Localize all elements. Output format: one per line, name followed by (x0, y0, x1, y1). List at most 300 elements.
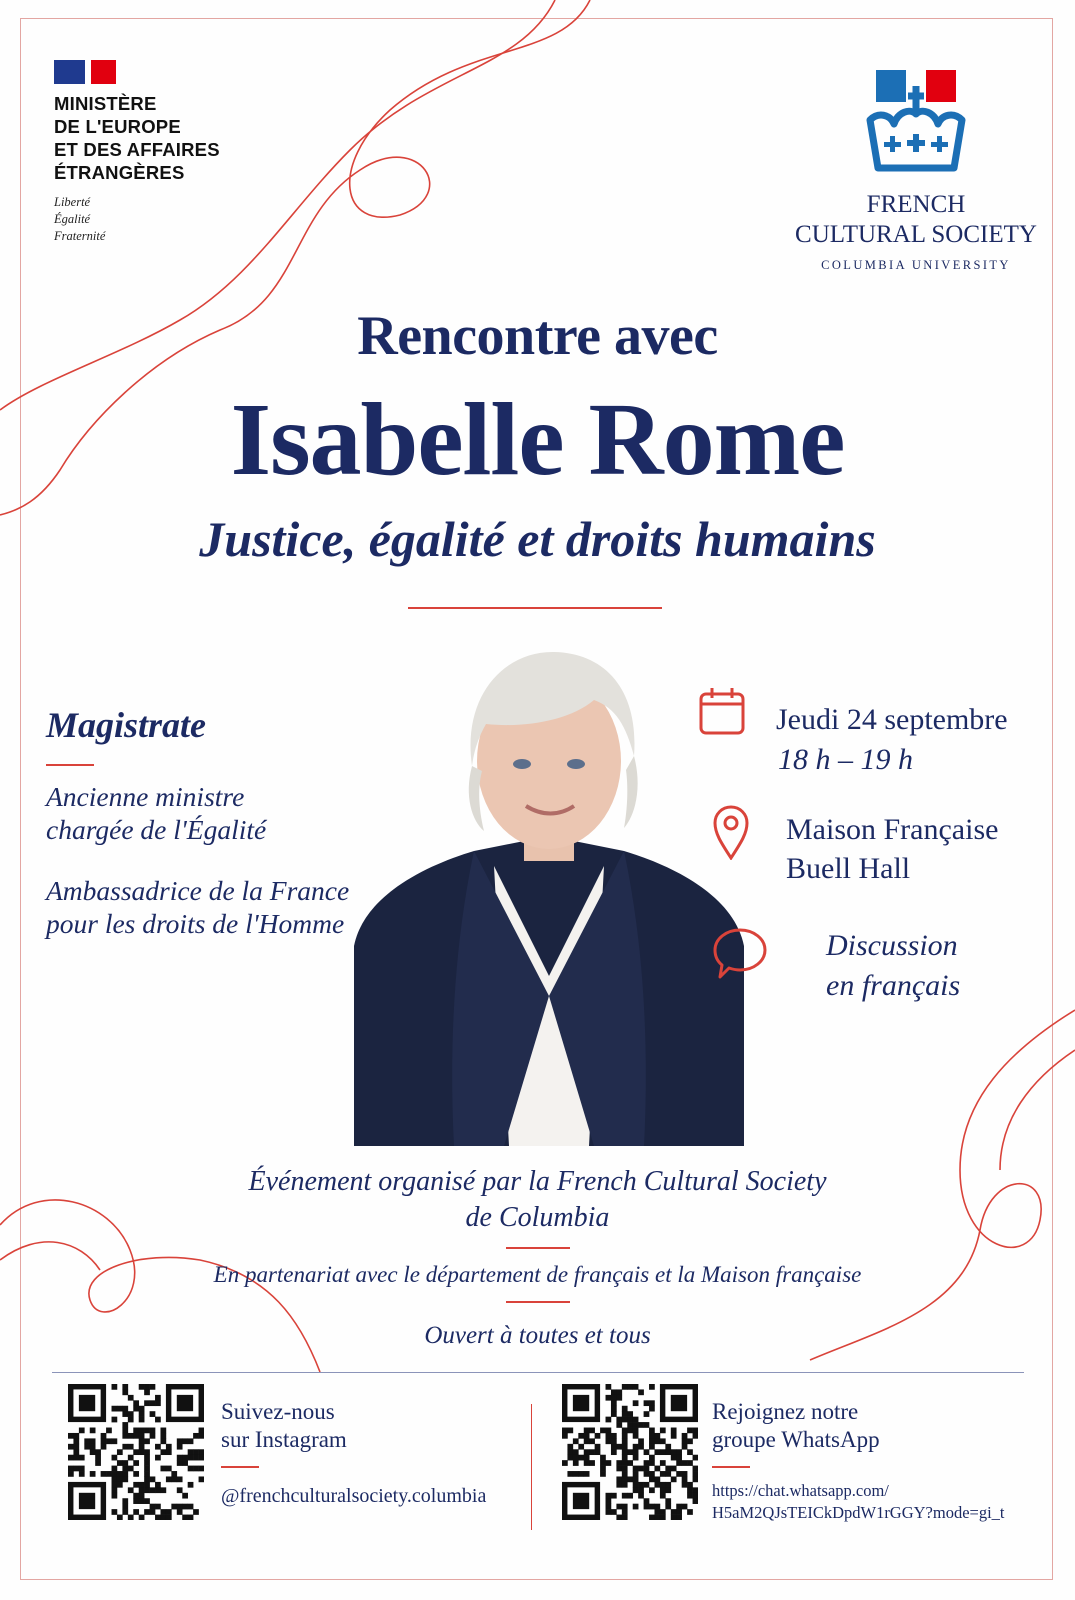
qr-module (616, 1504, 622, 1510)
qr-module (676, 1504, 682, 1510)
qr-module (627, 1422, 633, 1428)
qr-module (144, 1389, 150, 1395)
qr-module (182, 1504, 188, 1510)
qr-module (155, 1400, 161, 1406)
qr-module (155, 1515, 161, 1520)
qr-module (649, 1515, 655, 1520)
qr-module (622, 1504, 628, 1510)
qr-module (177, 1476, 183, 1482)
qr-module (682, 1444, 688, 1450)
qr-module (144, 1482, 150, 1488)
qr-module (112, 1471, 118, 1477)
qr-module (589, 1449, 595, 1455)
instagram-handle[interactable]: @frenchculturalsociety.columbia (221, 1485, 487, 1507)
qr-module (671, 1476, 677, 1482)
qr-module (627, 1417, 633, 1423)
flag-blue-stripe (54, 60, 85, 84)
qr-module (128, 1444, 134, 1450)
qr-finder-pattern (177, 1395, 193, 1411)
qr-module (644, 1411, 650, 1417)
qr-module (73, 1455, 79, 1461)
qr-module (160, 1433, 166, 1439)
french-cultural-society-logo (790, 68, 1042, 273)
qr-module (649, 1400, 655, 1406)
qr-module (665, 1449, 671, 1455)
qr-module (199, 1466, 204, 1472)
motto-line: Fraternité (54, 229, 106, 243)
qr-module (166, 1466, 172, 1472)
qr-module (584, 1460, 590, 1466)
qr-module (112, 1438, 118, 1444)
qr-module (133, 1406, 139, 1412)
qr-module (79, 1455, 85, 1461)
qr-module (654, 1433, 660, 1439)
partnership-line: En partenariat avec le département de français et la Maison française (213, 1262, 862, 1287)
qr-module (622, 1433, 628, 1439)
qr-module (193, 1455, 199, 1461)
qr-module (644, 1460, 650, 1466)
qr-module (627, 1384, 633, 1390)
qr-module (562, 1433, 568, 1439)
qr-module (671, 1428, 677, 1434)
qr-module (122, 1498, 128, 1504)
qr-module (644, 1466, 650, 1472)
qr-module (676, 1460, 682, 1466)
qr-module (193, 1509, 199, 1515)
qr-module (84, 1444, 90, 1450)
qr-module (79, 1428, 85, 1434)
qr-module (665, 1444, 671, 1450)
qr-module (112, 1466, 118, 1472)
qr-module (638, 1438, 644, 1444)
qr-module (160, 1438, 166, 1444)
qr-module (188, 1515, 194, 1520)
qr-module (133, 1428, 139, 1434)
qr-module (622, 1438, 628, 1444)
qr-module (682, 1482, 688, 1488)
qr-module (644, 1400, 650, 1406)
qr-module (654, 1509, 660, 1515)
footer-column-separator (531, 1404, 532, 1530)
event-hall: Buell Hall (786, 852, 911, 885)
qr-finder-pattern (573, 1493, 589, 1509)
qr-module (68, 1466, 74, 1472)
qr-module (649, 1504, 655, 1510)
qr-module (633, 1487, 639, 1493)
qr-module (649, 1433, 655, 1439)
qr-module (177, 1487, 183, 1493)
qr-module (112, 1455, 118, 1461)
qr-module (144, 1400, 150, 1406)
ministry-name-line: MINISTÈRE (54, 93, 157, 114)
qr-module (128, 1487, 134, 1493)
qr-module (649, 1428, 655, 1434)
qr-module (150, 1433, 156, 1439)
qr-module (122, 1466, 128, 1472)
instagram-qr-code[interactable] (68, 1384, 204, 1520)
qr-module (101, 1433, 107, 1439)
qr-module (128, 1455, 134, 1461)
bio-line: pour les droits de l'Homme (46, 908, 345, 939)
qr-module (573, 1460, 579, 1466)
qr-module (600, 1466, 606, 1472)
qr-module (589, 1438, 595, 1444)
qr-module (611, 1493, 617, 1499)
qr-module (578, 1455, 584, 1461)
bio-line: Ambassadrice de la France (46, 875, 350, 906)
qr-module (199, 1476, 204, 1482)
qr-module (654, 1476, 660, 1482)
qr-module (122, 1428, 128, 1434)
qr-module (112, 1406, 118, 1412)
qr-module (654, 1449, 660, 1455)
qr-module (177, 1504, 183, 1510)
qr-module (633, 1476, 639, 1482)
qr-module (567, 1444, 573, 1450)
qr-module (687, 1482, 693, 1488)
qr-module (638, 1466, 644, 1472)
whatsapp-url-line1[interactable]: https://chat.whatsapp.com/ (712, 1481, 889, 1500)
qr-module (606, 1504, 612, 1510)
qr-module (693, 1487, 698, 1493)
qr-module (79, 1466, 85, 1472)
qr-module (638, 1389, 644, 1395)
qr-module (606, 1395, 612, 1401)
qr-module (616, 1476, 622, 1482)
qr-module (687, 1449, 693, 1455)
qr-module (155, 1444, 161, 1450)
qr-module (155, 1487, 161, 1493)
qr-module (687, 1428, 693, 1434)
qr-module (567, 1471, 573, 1477)
qr-module (693, 1455, 698, 1461)
qr-module (584, 1433, 590, 1439)
qr-module (600, 1428, 606, 1434)
qr-module (693, 1466, 698, 1472)
ministry-name-line: DE L'EUROPE (54, 116, 181, 137)
qr-module (622, 1493, 628, 1499)
society-university: COLUMBIA UNIVERSITY (821, 258, 1011, 272)
qr-module (73, 1444, 79, 1450)
qr-module (611, 1406, 617, 1412)
qr-module (616, 1395, 622, 1401)
qr-module (622, 1509, 628, 1515)
qr-module (122, 1509, 128, 1515)
qr-module (682, 1460, 688, 1466)
qr-module (676, 1455, 682, 1461)
qr-module (562, 1428, 568, 1434)
partnership-divider (506, 1301, 570, 1303)
society-name-line1: FRENCH (866, 191, 966, 218)
qr-module (578, 1444, 584, 1450)
qr-module (584, 1428, 590, 1434)
qr-module (166, 1449, 172, 1455)
qr-module (106, 1428, 112, 1434)
qr-module (139, 1487, 145, 1493)
qr-module (144, 1498, 150, 1504)
qr-module (589, 1428, 595, 1434)
qr-module (117, 1515, 123, 1520)
qr-module (193, 1449, 199, 1455)
event-date: Jeudi 24 septembre (776, 703, 1008, 736)
qr-module (649, 1384, 655, 1390)
qr-module (644, 1449, 650, 1455)
qr-module (584, 1471, 590, 1477)
qr-module (117, 1476, 123, 1482)
qr-module (139, 1444, 145, 1450)
qr-module (682, 1433, 688, 1439)
qr-module (578, 1471, 584, 1477)
event-subtitle: Justice, égalité et droits humains (199, 511, 876, 567)
crown-icon (860, 68, 972, 184)
whatsapp-url-line2[interactable]: H5aM2QJsTEICkDpdW1rGGY?mode=gi_t (712, 1503, 1005, 1522)
republic-motto (54, 194, 294, 245)
qr-module (90, 1471, 96, 1477)
qr-module (665, 1504, 671, 1510)
qr-module (611, 1433, 617, 1439)
qr-module (693, 1471, 698, 1477)
ministry-logo (54, 60, 294, 245)
qr-module (595, 1444, 601, 1450)
qr-module (117, 1482, 123, 1488)
qr-module (649, 1476, 655, 1482)
qr-module (633, 1384, 639, 1390)
qr-module (133, 1493, 139, 1499)
open-to-all: Ouvert à toutes et tous (424, 1322, 651, 1349)
qr-module (622, 1406, 628, 1412)
qr-module (122, 1476, 128, 1482)
qr-module (611, 1389, 617, 1395)
qr-module (150, 1400, 156, 1406)
qr-module (693, 1493, 698, 1499)
qr-module (573, 1438, 579, 1444)
qr-module (671, 1455, 677, 1461)
instagram-divider (221, 1466, 259, 1468)
qr-module (117, 1406, 123, 1412)
qr-module (155, 1455, 161, 1461)
qr-module (144, 1384, 150, 1390)
qr-module (671, 1449, 677, 1455)
qr-module (633, 1482, 639, 1488)
qr-module (139, 1411, 145, 1417)
qr-module (649, 1471, 655, 1477)
qr-module (660, 1449, 666, 1455)
qr-module (144, 1476, 150, 1482)
organizer-line1: Événement organisé par la French Cultural Society (248, 1166, 827, 1197)
qr-module (139, 1498, 145, 1504)
qr-module (627, 1493, 633, 1499)
qr-module (660, 1428, 666, 1434)
qr-module (182, 1438, 188, 1444)
qr-module (122, 1444, 128, 1450)
qr-module (633, 1400, 639, 1406)
qr-module (133, 1433, 139, 1439)
role-divider (46, 764, 94, 766)
qr-module (139, 1433, 145, 1439)
qr-module (595, 1433, 601, 1439)
qr-module (160, 1509, 166, 1515)
qr-module (128, 1515, 134, 1520)
organizer-line2: de Columbia (465, 1202, 610, 1233)
qr-module (160, 1428, 166, 1434)
qr-module (101, 1471, 107, 1477)
whatsapp-qr-code[interactable] (562, 1384, 698, 1520)
qr-module (660, 1509, 666, 1515)
qr-module (133, 1449, 139, 1455)
qr-module (139, 1428, 145, 1434)
qr-module (660, 1515, 666, 1520)
qr-module (150, 1411, 156, 1417)
qr-module (139, 1515, 145, 1520)
qr-module (567, 1449, 573, 1455)
qr-module (654, 1482, 660, 1488)
qr-module (622, 1466, 628, 1472)
qr-module (133, 1482, 139, 1488)
qr-module (139, 1438, 145, 1444)
qr-module (166, 1509, 172, 1515)
qr-module (95, 1460, 101, 1466)
qr-module (676, 1509, 682, 1515)
qr-module (139, 1482, 145, 1488)
qr-module (128, 1433, 134, 1439)
qr-module (128, 1411, 134, 1417)
qr-module (155, 1417, 161, 1423)
qr-module (622, 1444, 628, 1450)
qr-module (199, 1428, 204, 1434)
qr-module (90, 1428, 96, 1434)
qr-module (150, 1428, 156, 1434)
qr-module (112, 1487, 118, 1493)
footer-divider (52, 1372, 1024, 1373)
qr-module (101, 1444, 107, 1450)
qr-module (606, 1498, 612, 1504)
speaker-portrait (354, 646, 744, 1146)
qr-module (573, 1455, 579, 1461)
qr-module (155, 1504, 161, 1510)
qr-module (644, 1422, 650, 1428)
qr-module (665, 1471, 671, 1477)
qr-module (606, 1384, 612, 1390)
qr-module (182, 1515, 188, 1520)
qr-module (122, 1406, 128, 1412)
qr-module (584, 1449, 590, 1455)
qr-module (68, 1455, 74, 1461)
qr-module (160, 1466, 166, 1472)
qr-module (68, 1433, 74, 1439)
qr-module (606, 1433, 612, 1439)
qr-module (155, 1482, 161, 1488)
qr-module (644, 1471, 650, 1477)
qr-module (616, 1417, 622, 1423)
qr-module (106, 1438, 112, 1444)
qr-module (589, 1460, 595, 1466)
qr-module (177, 1438, 183, 1444)
qr-module (139, 1417, 145, 1423)
qr-module (122, 1389, 128, 1395)
title-divider (408, 607, 662, 609)
qr-module (682, 1471, 688, 1477)
qr-module (633, 1471, 639, 1477)
qr-module (155, 1395, 161, 1401)
qr-module (139, 1449, 145, 1455)
qr-module (95, 1455, 101, 1461)
qr-module (193, 1466, 199, 1472)
qr-module (616, 1466, 622, 1472)
qr-module (133, 1471, 139, 1477)
bio-line: Ancienne ministre (46, 781, 245, 812)
qr-module (660, 1438, 666, 1444)
qr-module (584, 1455, 590, 1461)
qr-module (122, 1411, 128, 1417)
qr-module (606, 1417, 612, 1423)
motto-line: Égalité (54, 212, 91, 226)
qr-module (133, 1400, 139, 1406)
qr-module (687, 1493, 693, 1499)
qr-module (676, 1515, 682, 1520)
qr-finder-pattern (79, 1493, 95, 1509)
qr-module (600, 1460, 606, 1466)
qr-module (633, 1455, 639, 1461)
qr-module (633, 1433, 639, 1439)
qr-module (150, 1504, 156, 1510)
qr-module (633, 1466, 639, 1472)
qr-module (622, 1428, 628, 1434)
qr-module (649, 1438, 655, 1444)
qr-module (73, 1438, 79, 1444)
speaker-role: Magistrate (46, 705, 207, 745)
qr-module (79, 1471, 85, 1477)
qr-module (112, 1476, 118, 1482)
qr-module (665, 1498, 671, 1504)
qr-module (150, 1384, 156, 1390)
qr-module (693, 1476, 698, 1482)
qr-finder-pattern (671, 1395, 687, 1411)
ministry-name-line: ÉTRANGÈRES (54, 162, 185, 183)
qr-module (633, 1428, 639, 1434)
qr-module (122, 1422, 128, 1428)
society-name (790, 190, 1042, 250)
qr-module (616, 1515, 622, 1520)
qr-module (644, 1504, 650, 1510)
qr-module (177, 1444, 183, 1450)
qr-module (112, 1509, 118, 1515)
qr-module (144, 1466, 150, 1472)
qr-module (600, 1455, 606, 1461)
qr-module (622, 1384, 628, 1390)
qr-module (606, 1428, 612, 1434)
whatsapp-label-line1: Rejoignez notre (712, 1399, 859, 1424)
qr-module (627, 1460, 633, 1466)
qr-module (122, 1433, 128, 1439)
qr-module (616, 1389, 622, 1395)
qr-module (128, 1466, 134, 1472)
qr-module (616, 1482, 622, 1488)
qr-module (573, 1471, 579, 1477)
event-language-line1: Discussion (826, 929, 958, 962)
qr-module (638, 1422, 644, 1428)
qr-module (627, 1476, 633, 1482)
qr-module (622, 1411, 628, 1417)
qr-module (128, 1395, 134, 1401)
qr-module (188, 1504, 194, 1510)
speaker-name: Isabelle Rome (230, 382, 845, 497)
qr-module (139, 1384, 145, 1390)
qr-module (644, 1482, 650, 1488)
qr-module (112, 1493, 118, 1499)
qr-module (90, 1444, 96, 1450)
qr-module (606, 1509, 612, 1515)
qr-module (627, 1449, 633, 1455)
